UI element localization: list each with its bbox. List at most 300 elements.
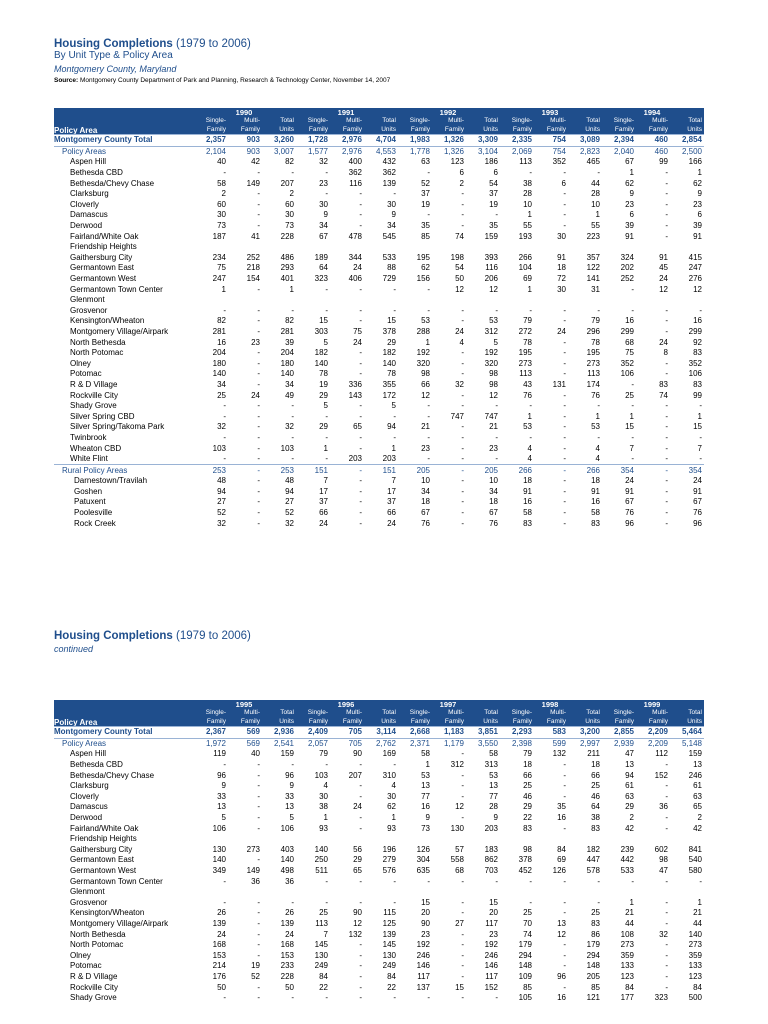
table-cell [262, 242, 296, 253]
table-cell [262, 295, 296, 306]
table-cell [636, 295, 670, 306]
table-cell: 15 [421, 897, 430, 907]
table-cell: 29 [523, 802, 532, 812]
table-cell: 93 [319, 823, 328, 833]
table-cell: 1 [527, 411, 532, 421]
table-cell [534, 834, 568, 845]
table-cell: - [461, 940, 464, 950]
table-cell: 36 [251, 876, 260, 886]
table-cell: 1 [595, 210, 600, 220]
table-cell: 2,976 [330, 135, 364, 147]
table-cell: 7 [391, 476, 396, 486]
table-cell: 29 [319, 422, 328, 432]
table-cell: 18 [591, 760, 600, 770]
table-cell: 511 [315, 866, 328, 876]
table-cell: 24 [625, 476, 634, 486]
table-row [54, 887, 704, 898]
table-cell: 192 [484, 940, 498, 950]
table-cell: 1,577 [296, 146, 330, 157]
table-cell: 96 [693, 518, 702, 528]
table-row [54, 476, 704, 487]
table-cell: 13 [557, 918, 566, 928]
table-cell: 104 [518, 263, 532, 273]
table-cell: 5 [323, 337, 328, 347]
table-cell: 2,936 [262, 727, 296, 739]
table-cell: - [228, 465, 262, 476]
table-row [54, 749, 704, 760]
table-row [54, 146, 704, 157]
table-cell: 77 [489, 791, 498, 801]
table-cell: 34 [387, 221, 396, 231]
table-cell: 140 [212, 369, 226, 379]
table-cell: 28 [523, 189, 532, 199]
table-cell: 324 [620, 252, 634, 262]
table-cell: 151 [364, 465, 398, 476]
table-row [54, 221, 704, 232]
table-cell: 82 [217, 316, 226, 326]
table-cell: - [665, 876, 668, 886]
table-cell: 177 [620, 993, 634, 1003]
table-cell: - [359, 210, 362, 220]
table-cell: 2,209 [636, 727, 670, 739]
table-cell: 24 [285, 929, 294, 939]
table-cell: 53 [421, 316, 430, 326]
table-cell: 83 [591, 823, 600, 833]
table-cell: - [427, 876, 430, 886]
table-cell: 252 [246, 252, 260, 262]
table-cell: - [257, 929, 260, 939]
table-cell: 149 [246, 866, 260, 876]
table-cell: 79 [591, 316, 600, 326]
table-row [54, 770, 704, 781]
table-cell: - [495, 210, 498, 220]
table-cell: 1,983 [398, 135, 432, 147]
table-cell: - [393, 993, 396, 1003]
table-cell: 179 [586, 940, 600, 950]
table-cell: 9 [391, 210, 396, 220]
table-cell: 34 [421, 486, 430, 496]
table-cell: 359 [620, 950, 634, 960]
table-cell: 30 [285, 210, 294, 220]
column-header: Units [364, 717, 398, 727]
table-cell: - [665, 221, 668, 231]
table-row [54, 263, 704, 274]
table-cell: 6 [629, 210, 634, 220]
table-cell: - [461, 929, 464, 939]
table-cell: 65 [353, 422, 362, 432]
table-row [54, 834, 704, 845]
table-cell: - [257, 497, 260, 507]
table-cell: - [359, 897, 362, 907]
table-cell [330, 242, 364, 253]
table-cell: - [223, 876, 226, 886]
column-header: Multi- [534, 116, 568, 125]
table-cell: 1 [425, 337, 430, 347]
table-cell: 3,851 [466, 727, 500, 739]
table-cell: 34 [489, 486, 498, 496]
table-cell: 3,089 [568, 135, 602, 147]
table-cell: - [257, 422, 260, 432]
table-cell: 42 [625, 823, 634, 833]
table-cell: 8 [663, 348, 668, 358]
table-cell: - [665, 918, 668, 928]
table-row [54, 433, 704, 444]
table-cell: - [325, 168, 328, 178]
table-cell: - [393, 760, 396, 770]
table-cell: - [563, 337, 566, 347]
table-cell: 12 [353, 918, 362, 928]
table-cell: 53 [421, 770, 430, 780]
policy-area-name: Aspen Hill [70, 157, 107, 167]
table-cell: 116 [349, 178, 362, 188]
table-cell: - [631, 432, 634, 442]
table-cell [670, 242, 704, 253]
table-cell: 533 [620, 866, 634, 876]
table-cell: 73 [217, 221, 226, 231]
table-cell: 84 [625, 982, 634, 992]
table-cell: - [359, 791, 362, 801]
table-cell: 62 [421, 263, 430, 273]
table-cell: - [325, 284, 328, 294]
table-cell: 294 [518, 950, 532, 960]
table-cell: - [665, 971, 668, 981]
policy-area-name: Fairland/White Oak [70, 823, 139, 833]
table-cell: 27 [455, 918, 464, 928]
table-cell: 31 [591, 284, 600, 294]
table-cell: 23 [421, 443, 430, 453]
table-cell: 76 [591, 390, 600, 400]
table-cell: 754 [534, 146, 568, 157]
table-cell: - [427, 411, 430, 421]
header-coltop-row [54, 116, 704, 125]
table-cell: - [461, 305, 464, 315]
table-cell: 85 [523, 982, 532, 992]
table-cell: 17 [387, 486, 396, 496]
table-cell: - [257, 305, 260, 315]
table-cell: 203 [382, 454, 396, 464]
table-cell: - [665, 518, 668, 528]
table-cell: - [257, 918, 260, 928]
table-cell: 50 [455, 274, 464, 284]
table-cell: 2,854 [670, 135, 704, 147]
table-cell: - [325, 993, 328, 1003]
column-header: Total [466, 116, 500, 125]
table-cell: 13 [285, 802, 294, 812]
table-cell: 635 [416, 866, 430, 876]
table-cell: 63 [693, 791, 702, 801]
table-cell: - [563, 432, 566, 442]
table-cell [432, 295, 466, 306]
table-cell: 1 [697, 168, 702, 178]
table-cell: 42 [251, 157, 260, 167]
policy-area-name: Germantown West [70, 866, 137, 876]
table-cell: 47 [659, 866, 668, 876]
table-cell: 145 [314, 940, 328, 950]
table-cell: 7 [323, 476, 328, 486]
column-header: Family [296, 717, 330, 727]
table-cell: - [529, 876, 532, 886]
table-cell: 192 [416, 348, 430, 358]
table-cell: 140 [280, 369, 294, 379]
table-cell: 35 [557, 802, 566, 812]
table-cell [534, 887, 568, 898]
table-cell: 34 [319, 221, 328, 231]
year-header: 1995 [194, 700, 296, 708]
table-cell: 37 [489, 189, 498, 199]
table-cell: - [631, 454, 634, 464]
table-cell: 139 [382, 178, 396, 188]
table-cell: - [631, 876, 634, 886]
table-cell: - [563, 791, 566, 801]
table-cell: - [257, 454, 260, 464]
table-cell: 15 [455, 982, 464, 992]
table-cell: - [257, 813, 260, 823]
table-cell: 211 [587, 749, 600, 759]
table-cell: 21 [693, 908, 702, 918]
table-cell: - [563, 189, 566, 199]
table-cell: 98 [659, 855, 668, 865]
table-cell: - [461, 781, 464, 791]
table-cell: 378 [382, 326, 396, 336]
table-cell: 172 [382, 390, 396, 400]
policy-area-name: White Flint [70, 454, 108, 464]
column-header: Multi- [228, 708, 262, 717]
table-cell: 304 [416, 855, 430, 865]
table-cell: 15 [693, 422, 702, 432]
table-cell: - [461, 210, 464, 220]
table-cell [330, 834, 364, 845]
table-cell: 2 [629, 813, 634, 823]
table-cell: 30 [557, 231, 566, 241]
table-cell: 2,398 [500, 738, 534, 749]
table-cell: - [223, 305, 226, 315]
table-cell: 2,668 [398, 727, 432, 739]
header-spacer [54, 708, 194, 717]
table-cell: 21 [625, 908, 634, 918]
table-cell: 9 [493, 813, 498, 823]
table-cell: 3,200 [568, 727, 602, 739]
table-cell: 862 [484, 855, 498, 865]
policy-area-name: Germantown East [70, 855, 135, 865]
table-cell: 2,357 [194, 135, 228, 147]
table-cell: 96 [625, 518, 634, 528]
table-cell: 23 [489, 929, 498, 939]
table-row [54, 411, 704, 422]
column-header: Multi- [636, 708, 670, 717]
policy-area-name: Clarksburg [70, 781, 109, 791]
column-header: Units [568, 717, 602, 727]
table-cell: 40 [251, 749, 260, 759]
table-cell: 294 [586, 950, 600, 960]
table-cell: - [665, 231, 668, 241]
table-cell: 4 [459, 337, 464, 347]
table-row [54, 284, 704, 295]
column-header: Units [262, 125, 296, 135]
table-row [54, 487, 704, 498]
table-cell: 34 [285, 379, 294, 389]
table-cell: 16 [557, 813, 566, 823]
table-cell: 246 [688, 770, 702, 780]
table-cell: 60 [217, 199, 226, 209]
table-cell: 25 [591, 781, 600, 791]
table-cell: - [325, 454, 328, 464]
table-cell: 73 [285, 221, 294, 231]
table-row [54, 422, 704, 433]
policy-area-name: Cloverly [70, 199, 99, 209]
table-cell [466, 242, 500, 253]
table-cell: 250 [314, 855, 328, 865]
table-cell [500, 887, 534, 898]
table-row [54, 972, 704, 983]
table-cell: 189 [314, 252, 328, 262]
table-cell: 24 [217, 929, 226, 939]
table-cell: 141 [586, 274, 600, 284]
table-cell: 234 [212, 252, 226, 262]
table-cell: 465 [586, 157, 600, 167]
table-cell: - [325, 760, 328, 770]
table-cell: - [563, 316, 566, 326]
column-header: Single- [398, 116, 432, 125]
table-cell: 23 [421, 929, 430, 939]
table-cell: 91 [625, 231, 634, 241]
table-row [54, 465, 704, 476]
table-cell: 205 [586, 971, 600, 981]
table-cell: - [359, 189, 362, 199]
table-cell: - [359, 508, 362, 518]
table-cell: - [257, 950, 260, 960]
table-cell: 83 [591, 918, 600, 928]
table-row [54, 823, 704, 834]
table-cell: 312 [484, 326, 498, 336]
table-cell: 116 [485, 263, 498, 273]
table-cell: 533 [382, 252, 396, 262]
table-cell: 354 [602, 465, 636, 476]
table-cell: 145 [382, 940, 396, 950]
table-cell: 460 [636, 135, 670, 147]
table-cell: - [291, 305, 294, 315]
column-header: Family [330, 717, 364, 727]
table-cell: - [257, 210, 260, 220]
table-cell: 91 [625, 486, 634, 496]
table-cell: - [393, 305, 396, 315]
table-cell: 393 [484, 252, 498, 262]
table-cell [228, 242, 262, 253]
table-cell: - [665, 199, 668, 209]
table-cell: 130 [450, 823, 464, 833]
table-cell: 17 [319, 486, 328, 496]
table-cell: - [223, 168, 226, 178]
table-cell: 67 [319, 231, 328, 241]
table-cell [228, 295, 262, 306]
table-cell [568, 295, 602, 306]
table-cell: 16 [557, 993, 566, 1003]
table-cell [602, 887, 636, 898]
table-cell: 24 [557, 326, 566, 336]
table-cell: - [325, 305, 328, 315]
column-header: Single- [500, 708, 534, 717]
table-cell: 149 [246, 178, 260, 188]
table-cell: 24 [353, 263, 362, 273]
table-cell: 43 [523, 379, 532, 389]
table-cell: 320 [484, 358, 498, 368]
table-cell: 192 [416, 940, 430, 950]
table-cell: 12 [659, 284, 668, 294]
table-cell: 98 [421, 369, 430, 379]
table-cell: - [325, 189, 328, 199]
column-header: Multi- [432, 708, 466, 717]
table-cell: 729 [382, 274, 396, 284]
table-cell: - [631, 305, 634, 315]
table-cell: - [461, 770, 464, 780]
county-label: Montgomery County, Maryland [54, 64, 177, 74]
table-cell: 53 [523, 422, 532, 432]
table-cell: - [563, 454, 566, 464]
policy-area-name: Montgomery County Total [54, 727, 194, 739]
table-cell: - [393, 432, 396, 442]
table-cell: - [665, 178, 668, 188]
column-header: Units [670, 717, 704, 727]
policy-area-name: Rock Creek [74, 518, 116, 528]
table-cell: 2,855 [602, 727, 636, 739]
table-cell: - [665, 781, 668, 791]
table-cell: 296 [586, 326, 600, 336]
table-cell: 182 [586, 844, 600, 854]
table-cell: 63 [421, 157, 430, 167]
table-cell: 28 [591, 189, 600, 199]
table-cell: 401 [280, 274, 294, 284]
table-cell: 39 [693, 221, 702, 231]
table-cell: - [257, 760, 260, 770]
table-cell: 186 [484, 157, 498, 167]
table-cell: 96 [217, 770, 226, 780]
table-cell: - [257, 518, 260, 528]
table-cell: 279 [382, 855, 396, 865]
table-cell: 48 [285, 476, 294, 486]
table-cell: - [223, 432, 226, 442]
table-cell: - [665, 411, 668, 421]
table-cell: 5 [391, 401, 396, 411]
table-cell: 57 [455, 844, 464, 854]
table-cell: - [563, 876, 566, 886]
table-cell: - [563, 199, 566, 209]
table-cell: 148 [586, 961, 600, 971]
table-cell: 7 [323, 929, 328, 939]
column-header: Total [670, 708, 704, 717]
table-cell: 153 [280, 950, 294, 960]
table-cell: - [291, 411, 294, 421]
policy-area-name: Potomac [70, 961, 102, 971]
table-cell: 10 [489, 476, 498, 486]
table-row [54, 306, 704, 317]
table-cell [534, 242, 568, 253]
table-cell [568, 242, 602, 253]
table-cell: - [257, 316, 260, 326]
table-cell [466, 295, 500, 306]
table-cell: 272 [518, 326, 532, 336]
table-cell: - [359, 961, 362, 971]
table-cell: - [597, 876, 600, 886]
table-cell: 903 [228, 146, 262, 157]
table-cell: 246 [484, 950, 498, 960]
table-cell: 1 [221, 284, 226, 294]
table-cell: - [359, 316, 362, 326]
column-header: Single- [296, 708, 330, 717]
column-header: Family [500, 125, 534, 135]
table-cell: 2,394 [602, 135, 636, 147]
table-cell: - [257, 199, 260, 209]
table-cell [602, 242, 636, 253]
table-cell: 599 [534, 738, 568, 749]
